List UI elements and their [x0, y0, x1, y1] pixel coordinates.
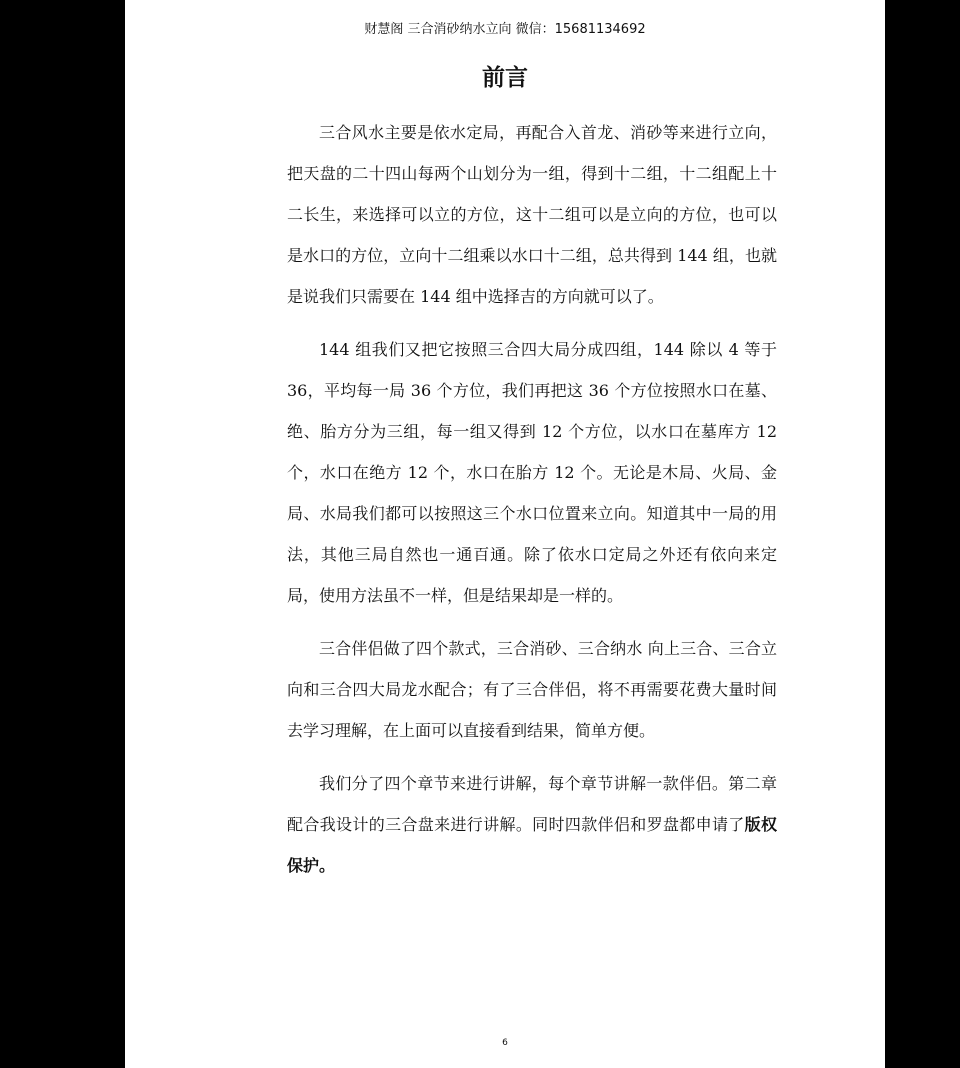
running-header: 财慧阁 三合消砂纳水立向 微信：15681134692 — [364, 22, 646, 37]
copyright-emphasis: 版权保护。 — [287, 815, 777, 875]
page-number: 6 — [502, 1038, 508, 1048]
paragraph: 三合伴侣做了四个款式，三合消砂、三合纳水 向上三合、三合立向和三合四大局龙水配合；有了三合伴侣，将不再需要花费大量时间去学习理解，在上面可以直接看到结果，简单方便。 — [287, 639, 777, 740]
document-body — [287, 112, 777, 886]
paragraph-last — [287, 763, 777, 886]
document-page — [125, 0, 885, 1068]
paragraph: 三合风水主要是依水定局，再配合入首龙、消砂等来进行立向，把天盘的二十四山每两个山划分为一组，得到十二组，十二组配上十二长生，来选择可以立的方位，这十二组可以是立向的方位，也可以是水口的方位，立向十二组乘以水口十二组，总共得到 144 组，也就是说我们只需要在 144 组中选择吉的方向就可以了。 — [287, 123, 777, 306]
paragraph-text: 我们分了四个章节来进行讲解，每个章节讲解一款伴侣。第二章配合我设计的三合盘来进行讲解。同时四款伴侣和罗盘都申请了 — [287, 774, 777, 834]
page-title: 前言 — [482, 65, 528, 91]
paragraph: 144 组我们又把它按照三合四大局分成四组，144 除以 4 等于 36，平均每一局 36 个方位，我们再把这 36 个方位按照水口在墓、绝、胎方分为三组，每一组又得到 12 个方位，以水口在墓库方 12 个，水口在绝方 12 个，水口在胎方 12 个。无论是木局、火局、金局、水局我们都可以按照这三个水口位置来立向。知道其中一局的用法，其他三局自然也一通百通。除了依水口定局之外还有依向来定局，使用方法虽不一样，但是结果却是一样的。 — [287, 340, 777, 605]
